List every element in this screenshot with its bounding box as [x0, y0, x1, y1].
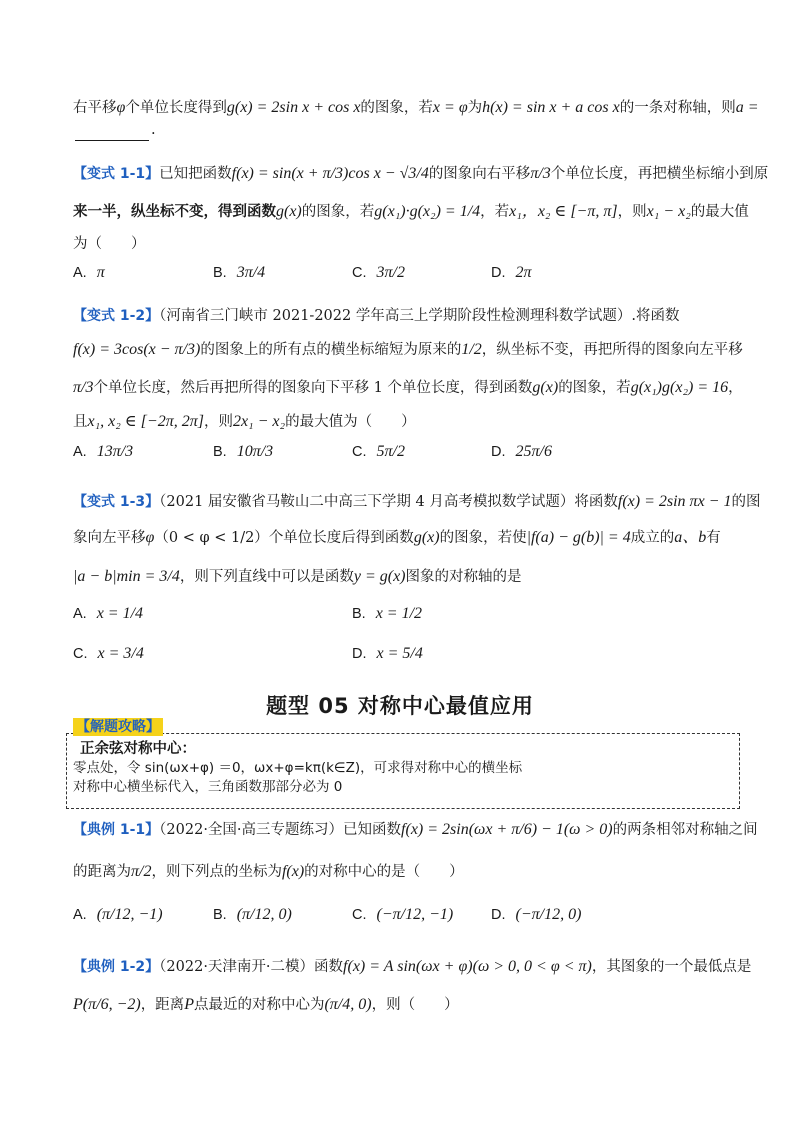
v11-option-b[interactable]: [213, 262, 265, 284]
text: 象向左平移: [73, 530, 146, 546]
text: 的距离为: [73, 864, 131, 880]
math-f-expr: f(x) = sin(x + π/3)cos x − √3/4: [231, 165, 429, 182]
text: 的两条相邻对称轴之间: [612, 822, 758, 838]
text: 为（ ）: [73, 236, 146, 252]
v13-option-c[interactable]: [73, 643, 144, 665]
option-value: x = 1/2: [375, 605, 423, 622]
option-label: C.: [352, 907, 367, 923]
d11-line-2: [73, 861, 733, 883]
text: 的最大值: [690, 204, 749, 220]
option-label: C.: [352, 444, 367, 460]
section-title: 题型 05 对称中心最值应用: [266, 694, 534, 718]
d11-tag: 【典例 1-1】: [73, 822, 160, 838]
intro-line: [73, 97, 759, 119]
v12-line-4: [73, 411, 733, 433]
text: 有: [706, 530, 721, 546]
option-value: (π/12, 0): [236, 906, 292, 923]
math-p: P: [184, 996, 194, 1013]
option-value: (−π/12, −1): [376, 906, 454, 923]
text: 的对称中心的是（ ）: [304, 864, 464, 880]
option-label: A.: [73, 265, 87, 281]
text: 个单位长度后得到函数: [268, 530, 414, 546]
tip-line-2: 对称中心横坐标代入，三角函数那部分必为 0: [73, 779, 343, 795]
v13-line-1: [73, 491, 761, 513]
text: ，则（ ）: [371, 997, 459, 1013]
math-x-phi: x = φ: [432, 99, 468, 116]
option-value: (π/12, −1): [96, 906, 163, 923]
text: 的图: [731, 494, 761, 510]
v11-option-a[interactable]: [73, 262, 105, 284]
v13-option-b[interactable]: [352, 603, 422, 625]
text: 右平移: [73, 100, 117, 116]
option-value: π: [96, 264, 105, 281]
option-label: B.: [213, 444, 227, 460]
option-value: x = 5/4: [376, 645, 423, 662]
text: ，则下列点的坐标为: [151, 864, 282, 880]
math-shift: π/3: [73, 379, 94, 396]
v12-option-a[interactable]: [73, 441, 133, 463]
text: 个单位长度，然后再把所得的图象向下平移 1 个单位长度，得到函数: [93, 380, 533, 396]
v12-line-2: [73, 339, 743, 361]
option-label: B.: [352, 606, 366, 622]
text: ，距离: [140, 997, 185, 1013]
text: 且: [73, 414, 88, 430]
text: .: [151, 122, 156, 138]
text: ，则: [203, 414, 233, 430]
text: ，则: [617, 204, 647, 220]
text: （河南省三门峡市 2021-2022 学年高三上学期阶段性检测理科数学试题）.将函数: [159, 308, 680, 324]
option-label: B.: [213, 907, 227, 923]
tip-line-1: 零点处，令 sin(ωx+φ) ＝0，ωx+φ=kπ(k∈Z)，可求得对称中心的横坐标: [73, 760, 523, 776]
math-g-expr: g(x) = 2sin x + cos x: [226, 99, 361, 116]
text: 的图象，若: [360, 100, 433, 116]
option-value: 3π/2: [376, 264, 405, 281]
option-value: 10π/3: [236, 443, 274, 460]
d11-option-a[interactable]: [73, 904, 163, 926]
d11-line-1: [73, 819, 758, 841]
math-f: f(x): [281, 863, 305, 880]
option-value: (−π/12, 0): [515, 906, 582, 923]
math-cond: g(x₁)g(x₂) = 16: [630, 379, 729, 396]
text: 的图象，若使: [439, 530, 527, 546]
text: 的图象上的所有点的横坐标缩短为原来的: [200, 342, 462, 358]
text: ，: [728, 380, 743, 396]
tip-heading: 正余弦对称中心：: [80, 741, 196, 757]
text: 图象的对称轴的是: [405, 569, 522, 585]
v12-tag: 【变式 1-2】: [73, 308, 160, 324]
text: ，若: [480, 204, 510, 220]
v11-line-3: [73, 233, 733, 255]
v11-option-d[interactable]: [491, 262, 532, 284]
v12-option-d[interactable]: [491, 441, 552, 463]
text: 的图象，若: [301, 204, 375, 220]
math-dist: π/2: [131, 863, 152, 880]
math-f-expr: f(x) = 2sin(ωx + π/6) − 1(ω > 0): [401, 821, 613, 838]
math-abs: |f(a) − g(b)| = 4: [526, 529, 631, 546]
d12-line-2: [73, 994, 733, 1016]
math-a-eq: a =: [735, 99, 759, 116]
tip-label: 【解题攻略】: [73, 718, 163, 736]
math-h-expr: h(x) = sin x + a cos x: [482, 99, 620, 116]
math-f-expr: f(x) = A sin(ωx + φ)(ω > 0, 0 < φ < π): [343, 958, 592, 975]
text: （2021 届安徽省马鞍山二中高三下学期 4 月高考模拟数学试题）将函数: [159, 494, 618, 510]
math-shift: π/3: [530, 165, 551, 182]
option-label: D.: [491, 265, 506, 281]
text: （2022·全国·高三专题练习）已知函数: [159, 822, 402, 838]
option-label: A.: [73, 444, 87, 460]
option-label: D.: [491, 444, 506, 460]
intro-line-2: [73, 119, 733, 141]
option-value: 2π: [515, 264, 532, 281]
option-value: 3π/4: [236, 264, 266, 281]
math-x-range: x₁，x₂ ∈ [−π, π]: [509, 203, 618, 220]
math-point-p: P(π/6, −2): [73, 996, 141, 1013]
v11-line-2: [73, 201, 749, 223]
text: 个单位长度，再把横坐标缩小到原: [550, 166, 769, 182]
v13-option-d[interactable]: [352, 643, 423, 665]
math-y: y = g(x): [353, 568, 406, 585]
math-g: g(x): [413, 529, 440, 546]
text: （2022·天津南开·二模）函数: [159, 959, 344, 975]
d11-option-d[interactable]: [491, 904, 581, 926]
text: 为: [467, 100, 483, 116]
option-label: B.: [213, 265, 227, 281]
math-cond: g(x₁)·g(x₂) = 1/4: [374, 203, 481, 220]
option-value: x = 3/4: [97, 645, 144, 662]
text: ，其图象的一个最低点是: [591, 959, 752, 975]
text: 成立的: [630, 530, 675, 546]
v12-option-c[interactable]: [352, 441, 405, 463]
d11-option-c[interactable]: [352, 904, 453, 926]
d12-tag: 【典例 1-2】: [73, 959, 160, 975]
math-ab: a、b: [674, 529, 707, 546]
d12-line-1: [73, 956, 752, 978]
d11-option-b[interactable]: [213, 904, 292, 926]
text: ，则下列直线中可以是函数: [179, 569, 354, 585]
option-label: A.: [73, 907, 87, 923]
text: 的最大值为（ ）: [285, 414, 416, 430]
math-g: g(x): [276, 203, 302, 220]
math-phi: φ: [116, 99, 126, 116]
text: 的一条对称轴，则: [619, 100, 736, 116]
option-label: A.: [73, 606, 87, 622]
text: 来一半，纵坐标不变，得到函数: [73, 203, 276, 220]
v13-line-2: [73, 527, 733, 549]
math-phi: φ: [145, 529, 155, 546]
option-value: 13π/3: [96, 443, 134, 460]
v11-option-c[interactable]: [352, 262, 405, 284]
v13-tag: 【变式 1-3】: [73, 494, 160, 510]
v11-line-1: [73, 163, 769, 185]
v13-option-a[interactable]: [73, 603, 143, 625]
text: ，纵坐标不变，再把所得的图象向左平移: [481, 342, 743, 358]
text: 已知把函数: [159, 166, 232, 182]
answer-blank[interactable]: [75, 126, 149, 141]
option-value: 5π/2: [376, 443, 405, 460]
option-label: C.: [352, 265, 367, 281]
math-g: g(x): [532, 379, 559, 396]
math-min: |a − b|min = 3/4: [73, 568, 180, 585]
math-phi-cond: （0 < φ < 1/2）: [154, 530, 269, 546]
option-label: C.: [73, 646, 88, 662]
math-f-expr: f(x) = 3cos(x − π/3): [73, 341, 201, 358]
text: 点最近的对称中心为: [193, 997, 325, 1013]
text: 的图象，若: [558, 380, 631, 396]
math-f-expr: f(x) = 2sin πx − 1: [617, 493, 732, 510]
option-label: D.: [352, 646, 367, 662]
math-expr: 2x₁ − x₂: [232, 413, 286, 430]
option-label: D.: [491, 907, 506, 923]
math-half: 1/2: [461, 341, 482, 358]
text: 个单位长度得到: [125, 100, 227, 116]
math-center: (π/4, 0): [324, 996, 372, 1013]
option-value: x = 1/4: [96, 605, 144, 622]
v11-tag: 【变式 1-1】: [73, 166, 160, 182]
v12-line-1: [73, 305, 733, 327]
math-diff: x₁ − x₂: [646, 203, 691, 220]
v12-option-b[interactable]: [213, 441, 273, 463]
v12-line-3: [73, 377, 743, 399]
math-x-range: x₁, x₂ ∈ [−2π, 2π]: [87, 413, 204, 430]
v13-line-3: [73, 566, 733, 588]
text: 的图象向右平移: [428, 166, 531, 182]
option-value: 25π/6: [515, 443, 552, 460]
